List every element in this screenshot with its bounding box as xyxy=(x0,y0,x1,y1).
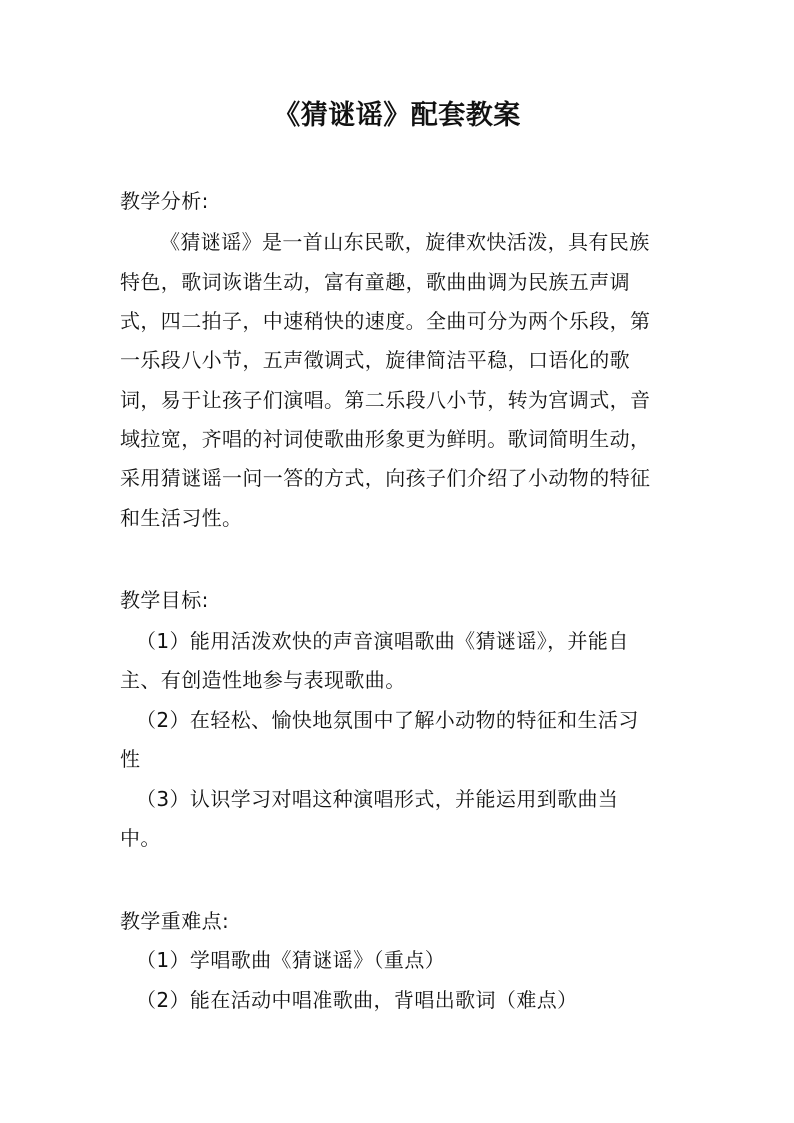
section-heading-key-points: 教学重难点: xyxy=(120,909,230,933)
analysis-line: 一乐段八小节，五声徵调式，旋律简洁平稳，口语化的歌 xyxy=(120,348,630,372)
analysis-line: 域拉宽，齐唱的衬词使歌曲形象更为鲜明。歌词简明生动， xyxy=(120,427,651,451)
objective-line: （2）在轻松、愉快地氛围中了解小动物的特征和生活习 xyxy=(136,708,639,732)
section-heading-objectives: 教学目标: xyxy=(120,588,209,612)
analysis-line: 特色，歌词诙谐生动，富有童趣，歌曲曲调为民族五声调 xyxy=(120,270,630,294)
analysis-line: 式，四二拍子，中速稍快的速度。全曲可分为两个乐段，第 xyxy=(120,309,651,333)
key-point-line: （1）学唱歌曲《猜谜谣》（重点） xyxy=(136,948,446,972)
key-point-line: （2）能在活动中唱准歌曲，背唱出歌词（难点） xyxy=(136,988,578,1012)
objective-line: （3）认识学习对唱这种演唱形式，并能运用到歌曲当 xyxy=(136,787,619,811)
page-title: 《猜谜谣》配套教案 xyxy=(273,100,521,131)
section-heading-analysis: 教学分析: xyxy=(120,189,209,213)
analysis-line: 《猜谜谣》是一首山东民歌，旋律欢快活泼，具有民族 xyxy=(160,230,650,254)
analysis-line: 采用猜谜谣一问一答的方式，向孩子们介绍了小动物的特征 xyxy=(120,466,651,490)
analysis-line: 和生活习性。 xyxy=(120,506,243,530)
objective-line: 性 xyxy=(120,747,141,771)
objective-line: 中。 xyxy=(120,826,161,850)
objective-line: （1）能用活泼欢快的声音演唱歌曲《猜谜谣》，并能自 xyxy=(136,629,629,653)
analysis-line: 词，易于让孩子们演唱。第二乐段八小节，转为宫调式，音 xyxy=(120,388,651,412)
objective-line: 主、有创造性地参与表现歌曲。 xyxy=(120,668,406,692)
